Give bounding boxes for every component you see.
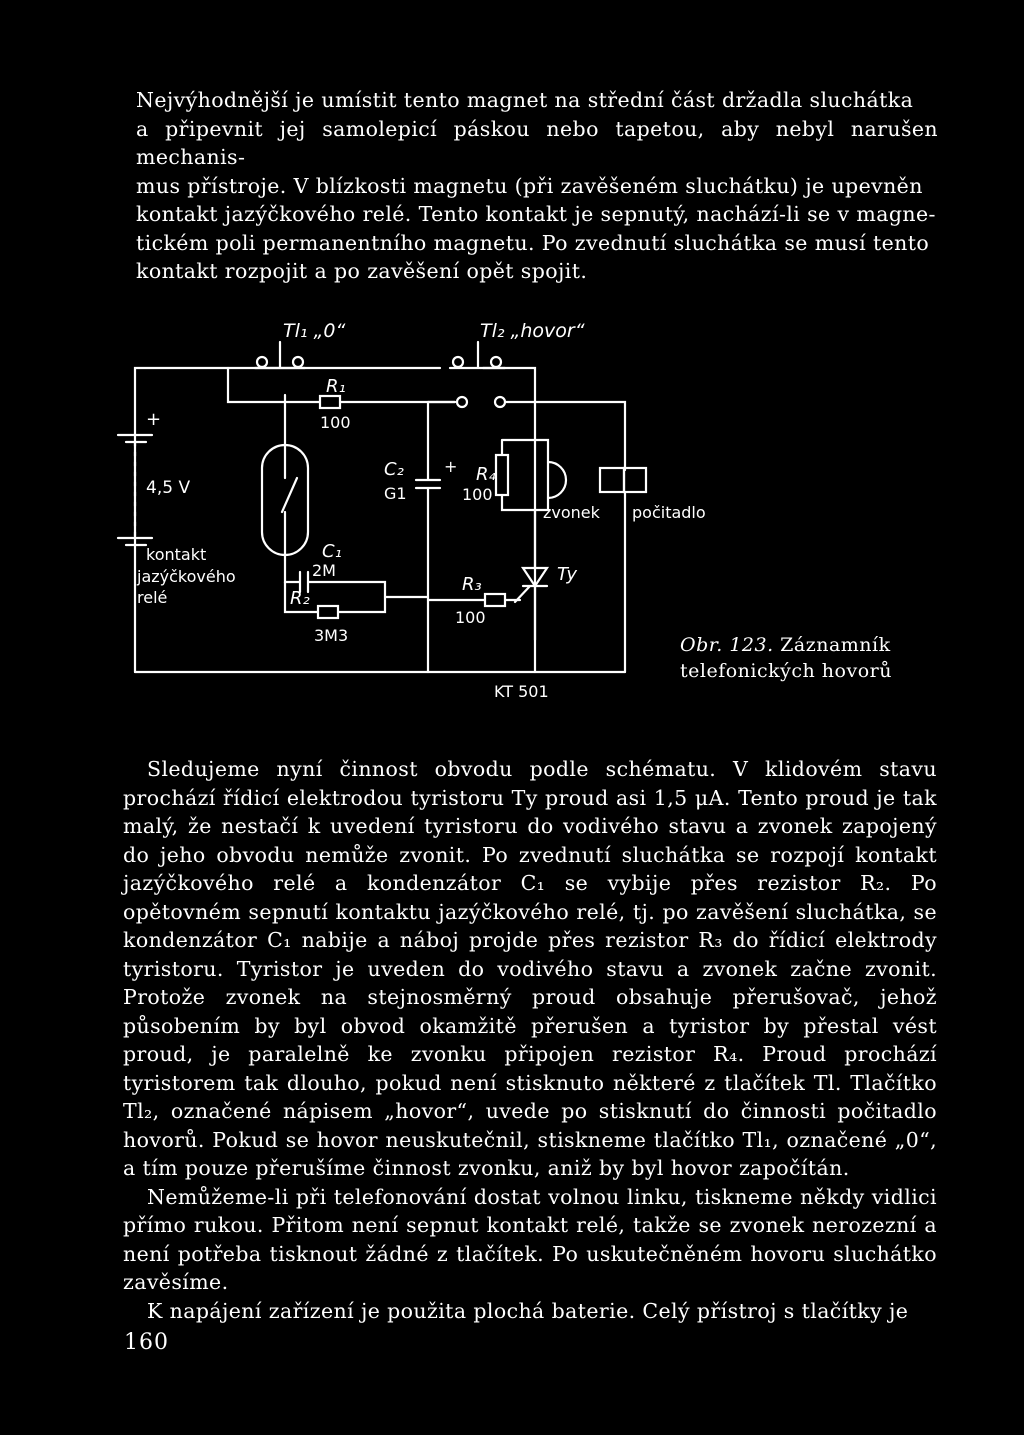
c2-plus: + (444, 457, 458, 476)
top-line: kontakt jazýčkového relé. Tento kontakt je sepnutý, nachází-li se v magne- (136, 202, 936, 226)
c1-value: 2M (312, 561, 336, 580)
battery-value: 4,5 V (146, 478, 191, 498)
top-line: Nejvýhodnější je umístit tento magnet na střední část držadla sluchátka (136, 88, 914, 112)
c2-label: C₂ (384, 459, 404, 480)
tl1-label: Tl₁ „0“ (283, 320, 346, 342)
thyristor-type: KT 501 (494, 682, 549, 701)
r4-label: R₄ (476, 464, 496, 485)
tl2-label: Tl₂ „hovor“ (480, 320, 585, 342)
c2-value: G1 (384, 484, 407, 503)
r3-value: 100 (455, 608, 486, 627)
top-line: kontakt rozpojit a po zavěšení opět spojit. (136, 259, 588, 283)
top-paragraph (136, 86, 938, 286)
r1-value: 100 (320, 413, 351, 432)
r2-label: R₂ (290, 588, 310, 609)
button-tl2 (450, 342, 505, 368)
counter-symbol (600, 468, 646, 672)
button-tl1 (255, 342, 305, 368)
bell-symbol (535, 440, 566, 510)
thyristor-ty (515, 510, 547, 672)
resistor-r1 (320, 396, 340, 408)
relay-label: jazýčkového (137, 567, 236, 586)
top-line: a připevnit jej samolepicí páskou nebo tapetou, aby nebyl narušen mechanis- (136, 116, 938, 169)
reed-relay (262, 395, 308, 560)
c1-label: C₁ (322, 541, 342, 562)
r3-label: R₃ (462, 574, 482, 595)
bell-label: zvonek (543, 503, 600, 522)
counter-label: počitadlo (632, 503, 706, 522)
resistor-r4 (496, 440, 535, 510)
relay-label: relé (137, 588, 168, 607)
thyristor-label: Ty (557, 564, 578, 585)
plus-label: + (146, 409, 162, 430)
paragraph: Nemůžeme-li při telefonování dostat volnou linku, tiskneme někdy vidlici přímo rukou. Přitom není sepnut kontakt relé, takže se zvonek nerozezní a není potřeba tisknout žádné z tlačítek. Po uskutečněném hovoru sluchátko zavěsíme. (123, 1184, 937, 1294)
resistor-r3 (485, 594, 505, 606)
figure-title: Záznamník (780, 634, 891, 656)
relay-label: kontakt (146, 545, 207, 564)
body-text (123, 755, 937, 1325)
figure-number: Obr. 123. (680, 634, 774, 656)
capacitor-c2 (416, 402, 440, 672)
figure-caption (680, 632, 892, 684)
resistor-r2 (318, 606, 338, 618)
page-number: 160 (124, 1330, 169, 1355)
paragraph: Sledujeme nyní činnost obvodu podle schématu. V klidovém stavu prochází řídicí elektrodou tyristoru Ty proud asi 1,5 μA. Tento proud je tak malý, že nestačí k uvedení tyristoru do vodivého stavu a zvonek zapojený do jeho obvodu nemůže zvonit. Po zvednutí sluchátka se rozpojí kontakt jazýčkového relé a kondenzátor C₁ se vybije přes rezistor R₂. Po opětovném sepnutí kontaktu jazýčkového relé, tj. po zavěšení sluchátka, se kondenzátor C₁ nabije a náboj projde přes rezistor R₃ do řídicí elektrody tyristoru. Tyristor je uveden do vodivého stavu a zvonek začne zvonit. Protože zvonek na stejnosměrný proud obsahuje přerušovač, jehož působením by byl obvod okamžitě přerušen a tyristor by přestal vést proud, je paralelně ke zvonku připojen rezistor R₄. Proud prochází tyristorem tak dlouho, pokud není stisknuto některé z tlačítek Tl. Tlačítko Tl₂, označené nápisem „hovor“, uvede po stisknutí do činnosti počitadlo hovorů. Pokud se hovor neuskutečnil, stiskneme tlačítko Tl₁, označené „0“, a tím pouze přerušíme činnost zvonku, aniž by byl hovor započítán. (123, 757, 937, 1180)
top-line: mus přístroje. V blízkosti magnetu (při zavěšeném sluchátku) je upevněn (136, 173, 923, 198)
r1-label: R₁ (326, 376, 346, 397)
top-line: tickém poli permanentního magnetu. Po zvednutí sluchátka se musí tento (136, 230, 930, 255)
figure-title-line2: telefonických hovorů (680, 660, 892, 682)
r4-value: 100 (462, 485, 493, 504)
r2-value: 3M3 (314, 626, 349, 645)
paragraph: K napájení zařízení je použita plochá baterie. Celý přístroj s tlačítky je (147, 1298, 909, 1323)
